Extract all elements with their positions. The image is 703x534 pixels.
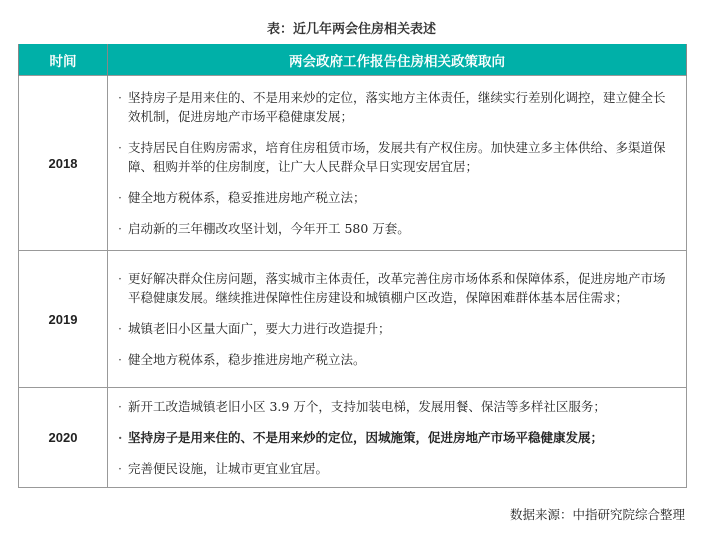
- policy-item: · 坚持房子是用来住的、不是用来炒的定位，因城施策，促进房地产市场平稳健康发展；: [118, 428, 676, 447]
- policy-item: · 坚持房子是用来住的、不是用来炒的定位，落实地方主体责任，继续实行差别化调控，建立健全长效机制，促进房地产市场平稳健康发展；: [118, 88, 676, 126]
- policy-table: [18, 44, 687, 488]
- table-header-row: [19, 44, 687, 76]
- policy-item: · 健全地方税体系，稳妥推进房地产税立法；: [118, 188, 676, 207]
- table-row: [19, 76, 687, 251]
- policy-cell: [108, 251, 687, 388]
- policy-item: · 城镇老旧小区量大面广，要大力进行改造提升；: [118, 319, 676, 338]
- policy-item: · 支持居民自住购房需求，培育住房租赁市场，发展共有产权住房。加快建立多主体供给、多渠道保障、租购并举的住房制度，让广大人民群众早日实现安居宜居；: [118, 138, 676, 176]
- year-cell: 2020: [19, 388, 108, 488]
- header-policy: 两会政府工作报告住房相关政策取向: [108, 44, 687, 76]
- table-row: [19, 251, 687, 388]
- source-note: 数据来源：中指研究院综合整理: [509, 507, 685, 522]
- year-cell: 2018: [19, 76, 108, 251]
- policy-item: · 启动新的三年棚改攻坚计划，今年开工 580 万套。: [118, 219, 676, 238]
- policy-cell: [108, 388, 687, 488]
- header-time: 时间: [19, 44, 108, 76]
- policy-item: · 新开工改造城镇老旧小区 3.9 万个，支持加装电梯，发展用餐、保洁等多样社区服务；: [118, 397, 676, 416]
- policy-item: · 完善便民设施，让城市更宜业宜居。: [118, 459, 676, 478]
- policy-item: · 更好解决群众住房问题，落实城市主体责任，改革完善住房市场体系和保障体系，促进房地产市场平稳健康发展。继续推进保障性住房建设和城镇棚户区改造，保障困难群体基本居住需求；: [118, 269, 676, 307]
- table-title: 表：近几年两会住房相关表述: [266, 22, 436, 37]
- policy-cell: [108, 76, 687, 251]
- policy-item: · 健全地方税体系，稳步推进房地产税立法。: [118, 350, 676, 369]
- table-row: [19, 388, 687, 488]
- year-cell: 2019: [19, 251, 108, 388]
